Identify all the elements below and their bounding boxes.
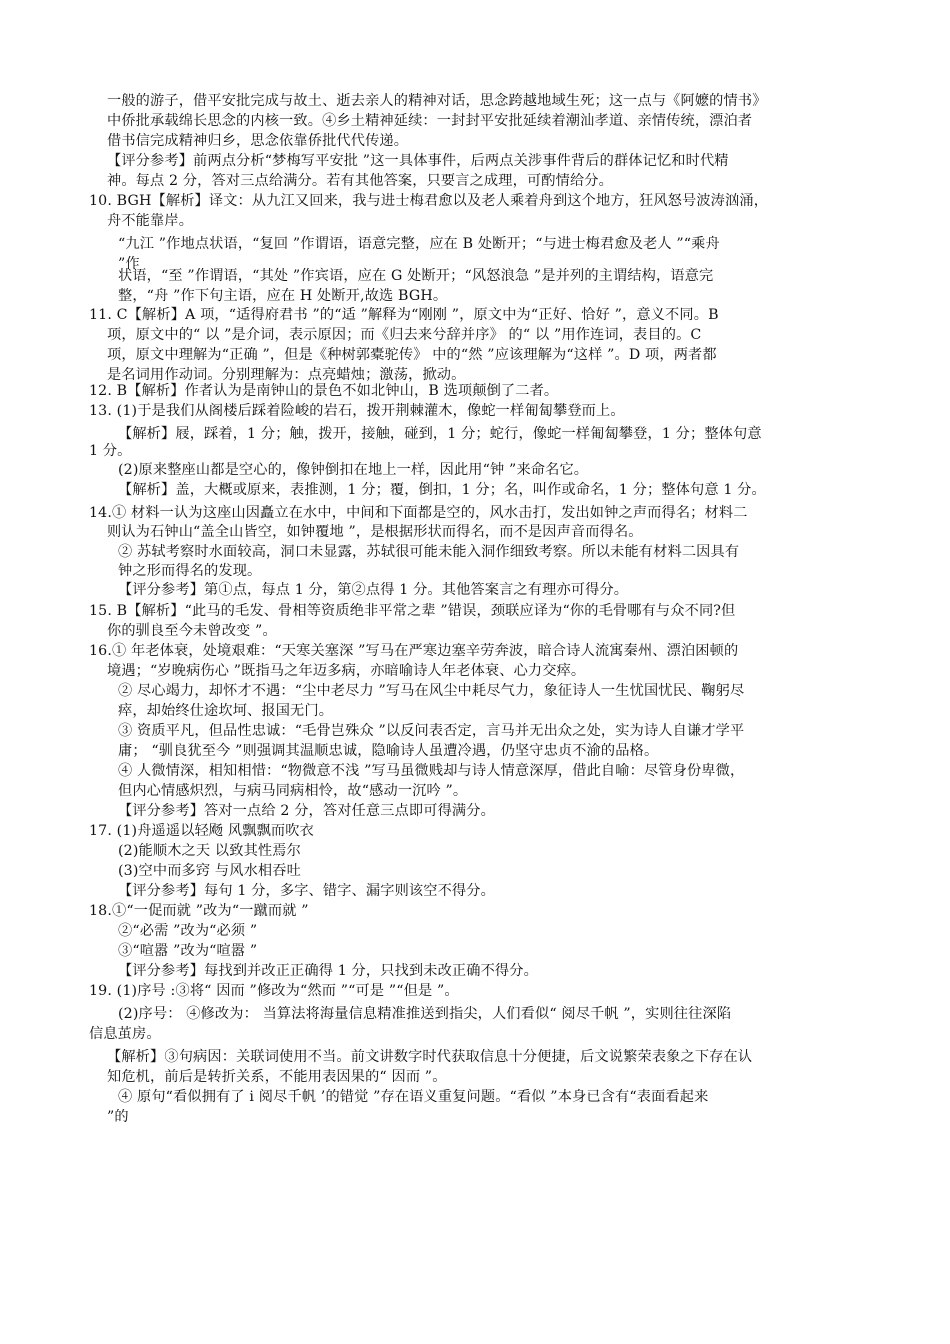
text-line: 18.①“一促而就 ”改为“一蹴而就 ”	[89, 903, 309, 919]
text-line: 神。每点 2 分，答对三点给满分。若有其他答案，只要言之成理，可酌情给分。	[107, 173, 613, 189]
text-line: 【解析】盖，大概或原来，表推测，1 分；覆，倒扣，1 分；名，叫作或命名，1 分；整体句意 1 分。	[118, 482, 766, 498]
text-line: 19. (1)序号 :③将“ 因而 ”修改为“然而 ”“可是 ”“但是 ”。	[89, 983, 459, 999]
text-line: ”的	[107, 1109, 129, 1125]
text-line: ”作	[118, 256, 140, 272]
text-line: 项，原文中的“ 以 ”是介词，表示原因；而《归去来兮辞并序》 的“ 以 ”用作连词，表目的。C	[107, 327, 702, 343]
text-line: 【解析】③句病因：关联词使用不当。前文讲数字时代获取信息十分便捷，后文说繁荣表象之下存在认	[107, 1049, 753, 1065]
text-line: ③ 资质平凡，但品性忠诚：“毛骨岂殊众 ”以反问表否定，言马并无出众之处，实为诗人自谦才学平	[118, 723, 745, 739]
text-line: 庸； “驯良犹至今 ”则强调其温顺忠诚，隐喻诗人虽遭冷遇，仍坚守忠贞不渝的品格。	[118, 743, 659, 759]
text-line: 【评分参考】答对一点给 2 分，答对任意三点即可得满分。	[118, 803, 495, 819]
text-line: 中侨批承载绵长思念的内核一致。④乡土精神延续：一封封平安批延续着潮汕孝道、亲情传统，漂泊者	[107, 113, 753, 129]
text-line: (3)空中而多窍 与风水相吞吐	[118, 863, 301, 879]
text-line: 但内心情感炽烈，与病马同病相怜，故“感动一沉吟 ”。	[118, 783, 468, 799]
text-line: 是名词用作动词。分别理解为：点亮蜡烛；激荡，掀动。	[107, 367, 466, 383]
text-line: 17. (1)舟遥遥以轻飏 风飘飘而吹衣	[89, 823, 314, 839]
text-line: 【解析】屐，踩着，1 分；触，拨开，接触，碰到，1 分；蛇行，像蛇一样匍匐攀登，1 分；整体句意	[118, 426, 762, 442]
text-line: 借书信完成精神归乡，思念依靠侨批代代传递。	[107, 133, 409, 149]
text-line: 【评分参考】第①点，每点 1 分，第②点得 1 分。其他答案言之有理亦可得分。	[118, 582, 629, 598]
text-line: 12. B【解析】作者认为是南钟山的景色不如北钟山，B 选项颠倒了二者。	[89, 383, 559, 399]
text-line: ③“喧嚣 ”改为“喧嚣 ”	[118, 943, 258, 959]
text-line: 11. C【解析】A 项，“适得府君书 ”的“适 ”解释为“刚刚 ”，原文中为“正好、恰好 ”，意义不同。B	[89, 307, 719, 323]
text-line: ④ 人微情深，相知相惜：“物微意不浅 ”写马虽微贱却与诗人情意深厚，借此自喻：尽管身份卑微，	[118, 763, 745, 779]
text-line: 【评分参考】每句 1 分，多字、错字、漏字则该空不得分。	[118, 883, 495, 899]
text-line: 钟之形而得名的发现。	[118, 563, 262, 579]
text-line: 瘁，却始终仕途坎坷、报国无门。	[118, 703, 334, 719]
text-line: 境遇；“岁晚病伤心 ”既指马之年迈多病，亦暗喻诗人年老体衰、心力交瘁。	[107, 663, 586, 679]
text-line: 信息茧房。	[89, 1026, 161, 1042]
text-line: 14.① 材料一认为这座山因矗立在水中，中间和下面都是空的，风水击打，发出如钟之声而得名；材料二	[89, 505, 748, 521]
text-line: 状语，“至 ”作谓语，“其处 ”作宾语，应在 G 处断开；“风怒浪急 ”是并列的主谓结构，语意完	[118, 268, 714, 284]
text-line: ② 苏轼考察时水面较高，洞口未显露，苏轼很可能未能入洞作细致考察。所以未能有材料二因具有	[118, 544, 740, 560]
text-line: 10. BGH【解析】译文：从九江又回来，我与进士梅君愈以及老人乘着舟到这个地方，狂风怒号波涛汹涌，	[89, 193, 769, 209]
text-line: 你的驯良至今未曾改变 ”。	[107, 623, 277, 639]
text-line: ④ 原句“看似拥有了 i 阅尽千帆 ’的错觉 ”存在语义重复问题。“看似 ”本身已含有“表面看起来	[118, 1089, 709, 1105]
text-line: 13. (1)于是我们从阁楼后踩着险峻的岩石，拨开荆棘灌木，像蛇一样匍匐攀登而上。	[89, 403, 625, 419]
text-line: 知危机，前后是转折关系，不能用表因果的“ 因而 ”。	[107, 1069, 447, 1085]
text-line: (2)原来整座山都是空心的，像钟倒扣在地上一样，因此用“钟 ”来命名它。	[118, 462, 589, 478]
text-line: 一般的游子，借平安批完成与故土、逝去亲人的精神对话，思念跨越地域生死；这一点与《阿嬷的情书》	[107, 93, 767, 109]
text-line: ② 尽心竭力，却怀才不遇：“尘中老尽力 ”写马在风尘中耗尽气力，象征诗人一生忧国忧民、鞠躬尽	[118, 683, 745, 699]
text-line: (2)能顺木之天 以致其性焉尔	[118, 843, 301, 859]
text-line: 【评分参考】前两点分析“梦梅写平安批 ”这一具体事件，后两点关涉事件背后的群体记忆和时代精	[107, 153, 729, 169]
text-line: 1 分。	[89, 443, 132, 459]
text-line: 则认为石钟山“盖全山皆空，如钟覆地 ”，是根据形状而得名，而不是因声音而得名。	[107, 524, 643, 540]
text-line: (2)序号： ④修改为： 当算法将海量信息精准推送到指尖，人们看似“ 阅尽千帆 ”，实则往往深陷	[118, 1006, 732, 1022]
text-line: 【评分参考】每找到并改正正确得 1 分，只找到未改正确不得分。	[118, 963, 538, 979]
text-line: “九江 ”作地点状语，“复回 ”作谓语，语意完整，应在 B 处断开；“与进士梅君愈及老人 ”“乘舟	[118, 236, 720, 252]
text-line: 舟不能靠岸。	[107, 213, 194, 229]
text-line: 15. B【解析】“此马的毛发、骨相等资质绝非平常之辈 ”错误，颈联应译为“你的毛骨哪有与众不同?但	[89, 603, 736, 619]
text-line: 项，原文中理解为“正确 ”，但是《种树郭橐驼传》 中的“然 ”应该理解为“这样 ”。D 项，两者都	[107, 347, 717, 363]
text-line: 整，“舟 ”作下句主语，应在 H 处断开,故选 BGH。	[118, 288, 448, 304]
text-line: ②“必需 ”改为“必须 ”	[118, 923, 258, 939]
text-line: 16.① 年老体衰，处境艰难：“天寒关塞深 ”写马在严寒边塞辛劳奔波，暗合诗人流寓秦州、漂泊困顿的	[89, 643, 739, 659]
